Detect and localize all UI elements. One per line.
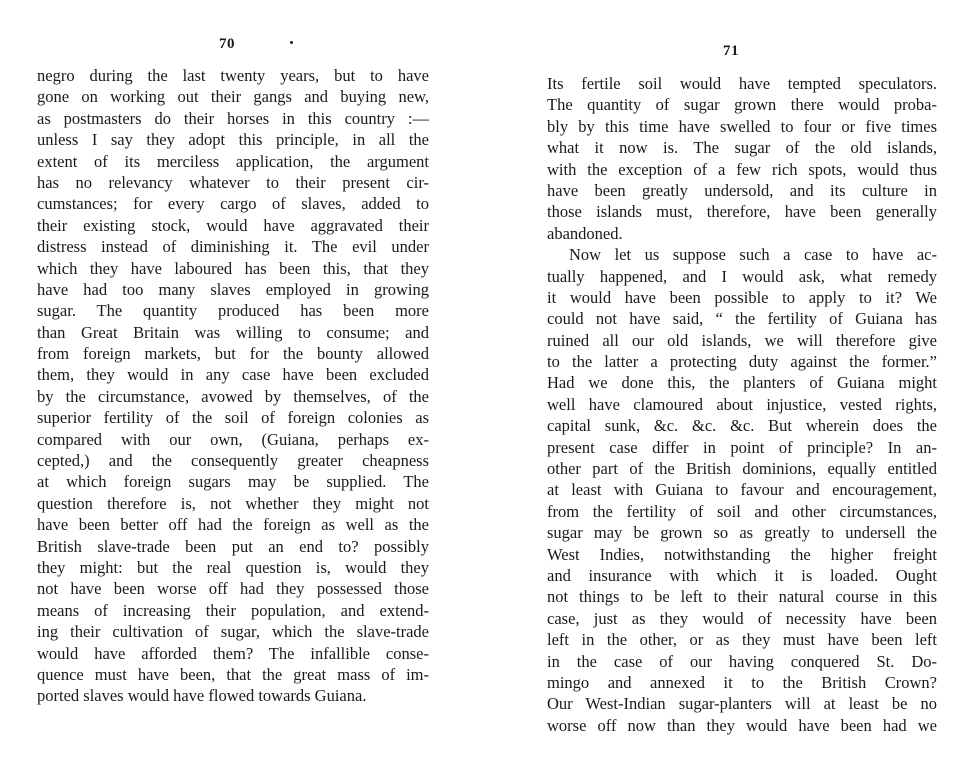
text-line: left in the other, or as they must have been left: [547, 630, 937, 650]
text-line: well have clamoured about injustice, vested rights,: [547, 394, 937, 414]
text-line: distress instead of diminishing it. The evil under: [37, 237, 429, 257]
text-line: to the latter a protecting duty against the former.”: [547, 352, 937, 372]
text-line: means of increasing their population, and extend-: [37, 600, 429, 620]
text-line: not have been worse off had they possessed those: [37, 579, 429, 599]
text-line: they might: but the real question is, would they: [37, 557, 429, 577]
text-line: bly by this time have swelled to four or five times: [547, 116, 937, 136]
text-line: at least with Guiana to favour and encouragement,: [547, 480, 937, 500]
text-line: other part of the British dominions, equally entitled: [547, 459, 937, 479]
text-line: British slave-trade been put an end to? possibly: [37, 536, 429, 556]
text-line: at which foreign sugars may be supplied. The: [37, 472, 429, 492]
print-speck: [290, 41, 293, 44]
text-line: them, they would in any case have been excluded: [37, 365, 429, 385]
text-line: mingo and annexed it to the British Crown?: [547, 672, 937, 692]
text-line: as postmasters do their horses in this country :—: [37, 108, 429, 128]
text-line: sugar may be grown so as greatly to undersell the: [547, 523, 937, 543]
text-line: gone on working out their gangs and buying new,: [37, 87, 429, 107]
text-line: Our West-Indian sugar-planters will at least be no: [547, 694, 937, 714]
right-page-text: [547, 73, 937, 736]
text-line: extent of its merciless application, the argument: [37, 151, 429, 171]
text-line: their existing stock, would have aggravated their: [37, 215, 429, 235]
text-line: West Indies, notwithstanding the higher freight: [547, 544, 937, 564]
text-line: cumstances; for every cargo of slaves, added to: [37, 194, 429, 214]
text-line: question therefore is, not whether they might not: [37, 493, 429, 513]
text-line: which they have laboured has been this, that they: [37, 258, 429, 278]
text-line: those islands must, therefore, have been generally: [547, 202, 937, 222]
left-page-text: [37, 65, 429, 707]
text-line: The quantity of sugar grown there would proba-: [547, 95, 937, 115]
text-line: compared with our own, (Guiana, perhaps ex-: [37, 429, 429, 449]
text-line: would have afforded them? The infallible conse-: [37, 643, 429, 663]
text-line: abandoned.: [547, 223, 623, 243]
text-line: with the exception of a few rich spots, would thus: [547, 159, 937, 179]
text-line: have been better off had the foreign as well as the: [37, 515, 429, 535]
text-line: quence must have been, that the great mass of im-: [37, 664, 429, 684]
text-line: than Great Britain was willing to consume; and: [37, 322, 429, 342]
paragraph-start-line: Now let us suppose such a case to have ac-: [569, 245, 937, 265]
text-line: have had too many slaves employed in growing: [37, 279, 429, 299]
text-line: ported slaves would have flowed towards Guiana.: [37, 686, 367, 706]
text-line: superior fertility of the soil of foreign colonies as: [37, 408, 429, 428]
text-line: have been greatly undersold, and its culture in: [547, 180, 937, 200]
text-line: not things to be left to their natural course in this: [547, 587, 937, 607]
text-line: sugar. The quantity produced has been more: [37, 301, 429, 321]
text-line: tually happened, and I would ask, what remedy: [547, 266, 937, 286]
text-line: has no relevancy whatever to their present cir-: [37, 172, 429, 192]
text-line: what it now is. The sugar of the old islands,: [547, 138, 937, 158]
left-page-number: 70: [219, 36, 235, 52]
text-line: could not have said, “ the fertility of Guiana has: [547, 309, 937, 329]
text-line: ing their cultivation of sugar, which the slave-trade: [37, 622, 429, 642]
text-line: cepted,) and the consequently greater cheapness: [37, 451, 429, 471]
text-line: worse off now than they would have been had we: [547, 715, 937, 735]
text-line: case, just as they would of necessity have been: [547, 608, 937, 628]
right-page-number: 71: [723, 43, 739, 59]
text-line: negro during the last twenty years, but to have: [37, 66, 429, 85]
text-line: from foreign markets, but for the bounty allowed: [37, 344, 429, 364]
text-line: present case differ in point of principle? In an-: [547, 437, 937, 457]
text-line: from the fertility of soil and other circumstances,: [547, 501, 937, 521]
text-line: capital sunk, &c. &c. &c. But wherein does the: [547, 416, 937, 436]
text-line: by the circumstance, avowed by themselves, of the: [37, 386, 429, 406]
text-line: Its fertile soil would have tempted speculators.: [547, 74, 937, 93]
text-line: in the case of our having conquered St. Do-: [547, 651, 937, 671]
text-line: it would have been possible to apply to it? We: [547, 287, 937, 307]
text-line: ruined all our old islands, we will therefore give: [547, 330, 937, 350]
text-line: unless I say they adopt this principle, in all the: [37, 130, 429, 150]
text-line: and insurance with which it is loaded. Ought: [547, 565, 937, 585]
text-line: Had we done this, the planters of Guiana might: [547, 373, 937, 393]
